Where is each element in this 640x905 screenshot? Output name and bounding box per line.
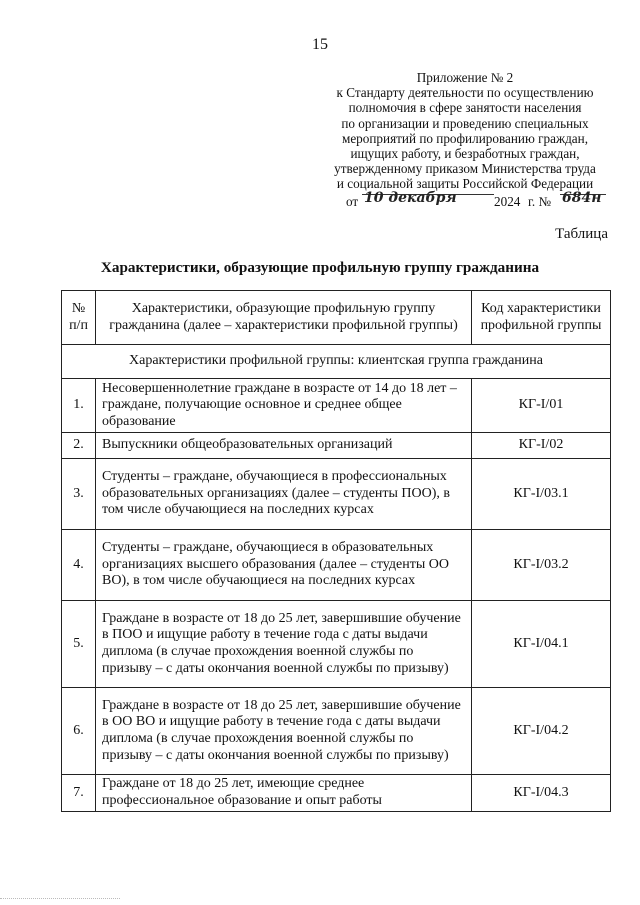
annex-line: мероприятий по профилированию граждан, xyxy=(341,130,588,146)
annex-line: утвержденному приказом Министерства труда xyxy=(334,161,596,177)
annex-line: по организации и проведению специальных xyxy=(341,115,589,131)
row-description: Выпускники общеобразовательных организаций xyxy=(96,433,472,459)
row-description: Студенты – граждане, обучающиеся в профессиональных образовательных организациях (далее – студенты ПОО), в том числе обучающиеся на последних курсах xyxy=(96,459,472,530)
scan-edge-mark xyxy=(0,898,120,905)
group-title: Характеристики профильной группы: клиентская группа гражданина xyxy=(62,345,611,379)
annex-line: Приложение № 2 xyxy=(416,70,514,85)
row-code: КГ-I/04.3 xyxy=(472,775,611,812)
row-num: 2. xyxy=(62,433,96,459)
row-description: Граждане в возрасте от 18 до 25 лет, завершившие обучение в ПОО и ищущие работу в течение года с даты выдачи диплома (в случае прохождения военной службы по призыву – с даты окончания военной службы по призыву) xyxy=(96,601,472,688)
order-year: 2024 xyxy=(494,194,521,209)
row-code: КГ-I/04.1 xyxy=(472,601,611,688)
row-description: Несовершеннолетние граждане в возрасте от 14 до 18 лет – граждане, получающие основное и среднее общее образование xyxy=(96,379,472,433)
row-num: 5. xyxy=(62,601,96,688)
row-num: 6. xyxy=(62,688,96,775)
table-header-row xyxy=(62,291,611,345)
group-title-row xyxy=(62,345,611,379)
annex-block xyxy=(330,70,600,192)
row-code: КГ-I/02 xyxy=(472,433,611,459)
order-number-handwritten: 684н xyxy=(562,190,602,206)
annex-line: и социальной защиты Российской Федерации xyxy=(336,176,594,192)
table-row xyxy=(62,601,611,688)
table-row xyxy=(62,530,611,601)
row-num: 4. xyxy=(62,530,96,601)
table-label: Таблица xyxy=(555,226,608,242)
order-date-handwritten: 10 декабря xyxy=(364,190,457,206)
header-description: Характеристики, образующие профильную группу гражданина (далее – характеристики профильной группы) xyxy=(96,291,472,345)
characteristics-table xyxy=(61,290,611,812)
document-title: Характеристики, образующие профильную группу гражданина xyxy=(100,259,540,276)
row-code: КГ-I/04.2 xyxy=(472,688,611,775)
annex-line: полномочия в сфере занятости населения xyxy=(348,100,582,116)
row-num: 1. xyxy=(62,379,96,433)
page-number: 15 xyxy=(312,36,328,53)
row-code: КГ-I/03.2 xyxy=(472,530,611,601)
header-code: Код характеристики профильной группы xyxy=(472,291,611,345)
order-line xyxy=(346,190,608,212)
annex-line: к Стандарту деятельности по осуществлению xyxy=(336,85,594,101)
order-prefix: от xyxy=(346,194,359,209)
row-description: Студенты – граждане, обучающиеся в образовательных организациях высшего образования (далее – студенты ОО ВО), в том числе обучающиеся на последних курсах xyxy=(96,530,472,601)
annex-line: ищущих работу, и безработных граждан, xyxy=(350,146,580,162)
table-row xyxy=(62,775,611,812)
table-row xyxy=(62,433,611,459)
row-description: Граждане от 18 до 25 лет, имеющие среднее профессиональное образование и опыт работы xyxy=(96,775,472,812)
table-row xyxy=(62,459,611,530)
row-code: КГ-I/03.1 xyxy=(472,459,611,530)
row-num: 7. xyxy=(62,775,96,812)
order-year-suffix: г. № xyxy=(528,194,552,209)
row-num: 3. xyxy=(62,459,96,530)
row-code: КГ-I/01 xyxy=(472,379,611,433)
row-description: Граждане в возрасте от 18 до 25 лет, завершившие обучение в ОО ВО и ищущие работу в течение года с даты выдачи диплома (в случае прохождения военной службы по призыву – с даты окончания военной службы по призыву) xyxy=(96,688,472,775)
table-row xyxy=(62,379,611,433)
table-row xyxy=(62,688,611,775)
header-num: № п/п xyxy=(62,291,96,345)
